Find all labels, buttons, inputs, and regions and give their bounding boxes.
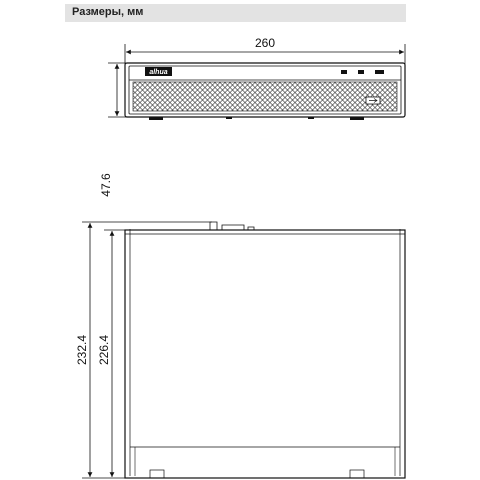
foot-left xyxy=(149,117,163,120)
indicator-light-2 xyxy=(358,70,364,74)
top-foot-left xyxy=(150,470,164,478)
rear-connector-1 xyxy=(210,222,217,230)
indicator-light-3 xyxy=(375,70,384,74)
top-view xyxy=(125,222,405,478)
indicator-light-1 xyxy=(341,70,347,74)
front-view xyxy=(125,63,405,120)
rear-connector-2 xyxy=(222,225,244,230)
brand-logo-text: alhua xyxy=(149,69,168,76)
foot-right xyxy=(350,117,364,120)
depth-total-label: 232.4 xyxy=(75,334,89,366)
width-label: 260 xyxy=(254,36,276,50)
top-foot-right xyxy=(350,470,364,478)
foot-mid-2 xyxy=(308,117,314,119)
height-label: 47.6 xyxy=(99,173,113,197)
top-outline xyxy=(125,230,405,478)
foot-mid-1 xyxy=(226,117,232,119)
ventilation-grille xyxy=(133,82,397,111)
page-title: Размеры, мм xyxy=(72,6,144,18)
depth-body-label: 226.4 xyxy=(97,334,111,366)
